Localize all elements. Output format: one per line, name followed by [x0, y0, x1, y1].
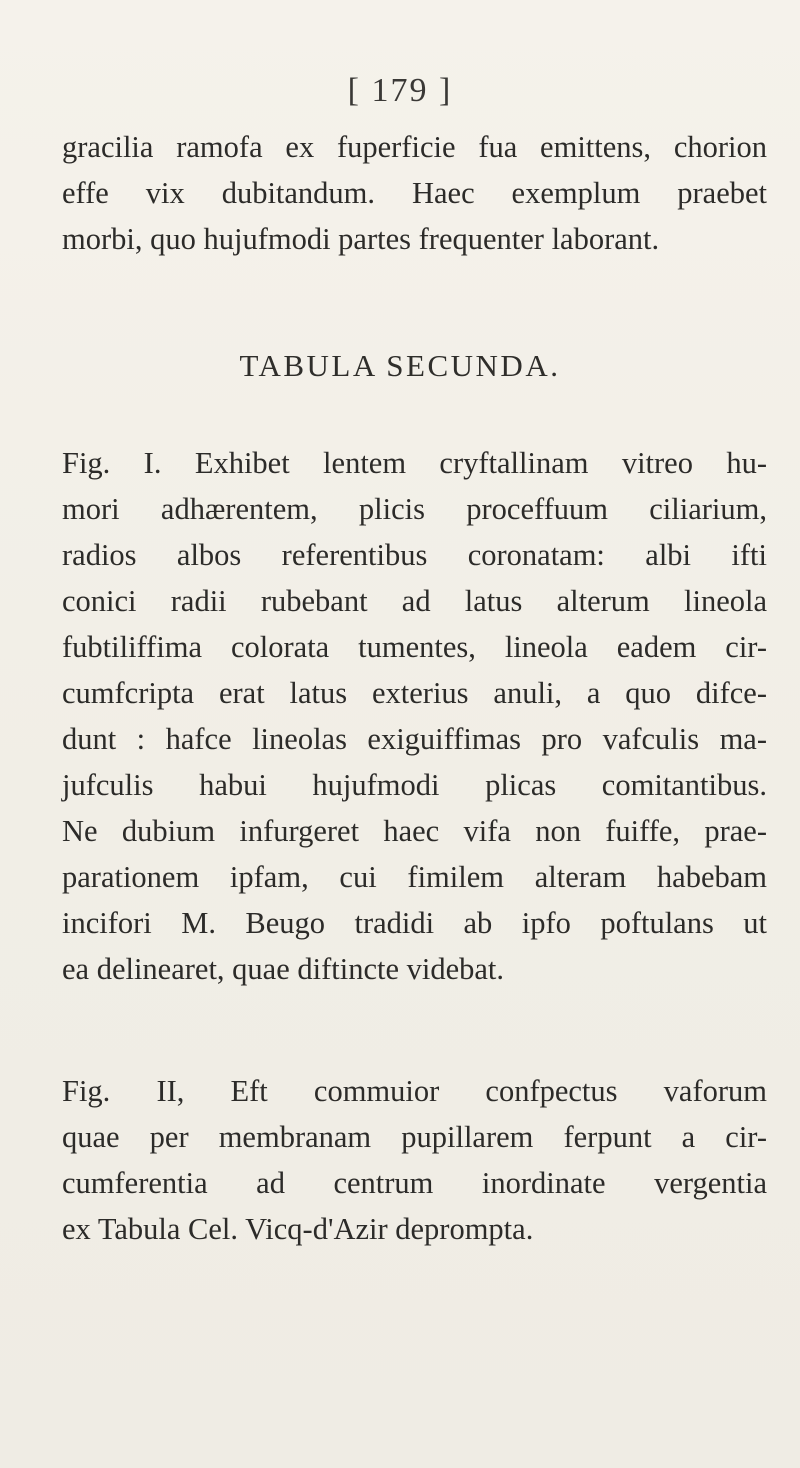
- fig1-paragraph: [62, 440, 767, 992]
- text-line: ea delinearet, quae diftincte videbat.: [62, 952, 505, 986]
- text-line: cumfcripta erat latus exterius anuli, a quo difce-: [62, 676, 767, 710]
- text-line: Ne dubium infurgeret haec vifa non fuiffe, prae-: [62, 814, 767, 848]
- text-line: fubtiliffima colorata tumentes, lineola eadem cir-: [62, 630, 767, 664]
- section-heading: TABULA SECUNDA.: [239, 348, 561, 383]
- text-line: radios albos referentibus coronatam: albi ifti: [62, 538, 767, 572]
- text-line: effe vix dubitandum. Haec exemplum praebet: [62, 176, 767, 210]
- page-number-header: [ 179 ]: [347, 72, 453, 109]
- text-line: ex Tabula Cel. Vicq-d'Azir deprompta.: [62, 1212, 534, 1246]
- intro-paragraph: [62, 124, 767, 262]
- text-line: mori adhærentem, plicis proceffuum ciliarium,: [62, 492, 767, 526]
- text-line: quae per membranam pupillarem ferpunt a cir-: [62, 1120, 767, 1154]
- text-line: conici radii rubebant ad latus alterum lineola: [62, 584, 767, 618]
- text-line: cumferentia ad centrum inordinate vergentia: [62, 1166, 767, 1200]
- text-line: jufculis habui hujufmodi plicas comitantibus.: [62, 768, 767, 802]
- text-line: dunt : hafce lineolas exiguiffimas pro vafculis ma-: [62, 722, 767, 756]
- text-line: morbi, quo hujufmodi partes frequenter laborant.: [62, 222, 660, 256]
- text-line: Fig. II, Eft commuior confpectus vaforum: [62, 1074, 767, 1108]
- text-line: incifori M. Beugo tradidi ab ipfo poftulans ut: [62, 906, 767, 940]
- text-line: parationem ipfam, cui fimilem alteram habebam: [62, 860, 767, 894]
- text-line: gracilia ramofa ex fuperficie fua emittens, chorion: [62, 130, 767, 164]
- text-line: Fig. I. Exhibet lentem cryftallinam vitreo hu-: [62, 446, 767, 480]
- fig2-paragraph: [62, 1068, 767, 1252]
